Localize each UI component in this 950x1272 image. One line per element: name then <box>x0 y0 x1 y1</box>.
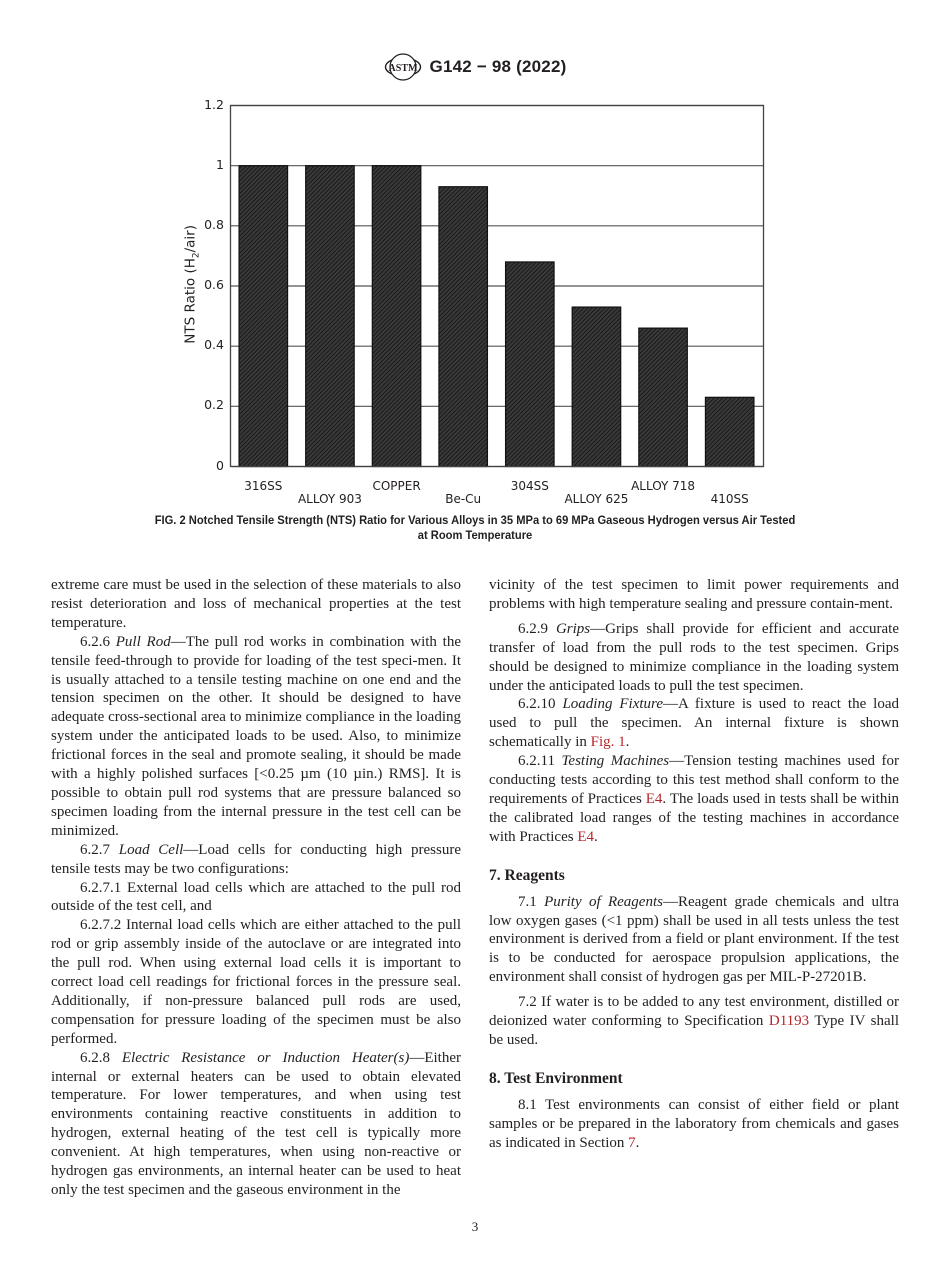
y-axis-title: NTS Ratio $(H_2/air)$ <box>182 225 202 344</box>
x-category-label: ALLOY 625 <box>564 492 629 506</box>
bar <box>372 166 421 467</box>
y-tick-label: 0.6 <box>204 277 224 292</box>
section-6-2-9: 6.2.9 Grips—Grips shall provide for efficient and accurate transfer of load from the pull rods to the test specimen. Grips should be designed to minimize compliance in the loading system under the anticipated loads to pull the test specimen. <box>489 620 900 694</box>
fig-1-link[interactable]: Fig. 1 <box>590 734 626 751</box>
y-tick-label: 0 <box>216 457 224 473</box>
e4-link[interactable]: E4 <box>577 828 594 845</box>
caption-line-1: FIG. 2 Notched Tensile Strength (NTS) Ratio for Various Alloys in 35 MPa to 69 MPa Gaseous Hydrogen versus Air Tested <box>154 513 796 527</box>
left-column <box>51 576 461 1200</box>
bar <box>239 166 288 467</box>
bar-chart <box>0 0 950 560</box>
section-7-2: 7.2 If water is to be added to any test environment, distilled or deionized water conforming to Specification D1193 Type IV shall be used. <box>489 994 899 1048</box>
bar <box>506 262 555 467</box>
document-id: G142 − 98 (2022) <box>429 57 567 76</box>
svg-text:ASTM: ASTM <box>388 63 417 74</box>
bar <box>705 397 754 466</box>
x-category-label: 316SS <box>244 479 283 493</box>
y-tick-label: 1 <box>216 156 224 172</box>
section-7-1: 7.1 Purity of Reagents—Reagent grade chemicals and ultra low oxygen gases (<1 ppm) shall be used in all tests unless the test environment is derived from a field or plant environment. If the test is to be conducted for aerospace propulsion applications, the environment shall consist of hydrogen gas per MIL-P-27201B. <box>489 893 899 986</box>
section-6-2-11: 6.2.11 Testing Machines—Tension testing machines used for conducting tests according to this test method shall conform to the requirements of Practices E4. The loads used in tests shall be within the calibrated load ranges of the testing machines in accordance with Practices E4. <box>489 753 899 845</box>
section-6-2-7-2: 6.2.7.2 Internal load cells which are either attached to the pull rod or grip assembly inside of the autoclave or are integrated into the pull rod. When using external load cells it is important to correct load cell readings for frictional forces in the pressure seal. Additionally, if non-pressure balanced pull rods are used, compensation for pressure loading of the specimen must be also performed. <box>51 917 461 1047</box>
bar <box>639 328 688 466</box>
section-6-2-7-1: 6.2.7.1 External load cells which are attached to the pull rod outside of the test cell, and <box>51 879 461 915</box>
bar <box>439 187 488 467</box>
section-heading-8: 8. Test Environment <box>489 1069 623 1087</box>
bar <box>306 166 355 467</box>
y-tick-label: 0.2 <box>204 397 224 413</box>
x-category-label: Be-Cu <box>445 492 482 506</box>
y-tick-label: 0.4 <box>204 337 224 353</box>
y-tick-label: 0.8 <box>204 216 224 232</box>
caption-line-2: at Room Temperature <box>417 528 533 542</box>
paragraph: vicinity of the test specimen to limit power requirements and problems with high temperature sealing and pressure contain-ment. <box>489 577 899 612</box>
e4-link[interactable]: E4 <box>645 790 663 807</box>
page-number: 3 <box>471 1219 479 1234</box>
d1193-link[interactable]: D1193 <box>768 1013 810 1030</box>
x-category-label: 410SS <box>710 492 749 506</box>
paragraph: extreme care must be used in the selection of these materials to also resist deterioration and loss of mechanical properties at the test temperature. <box>51 577 461 631</box>
x-category-label: COPPER <box>372 479 421 493</box>
x-category-label: ALLOY 903 <box>297 492 362 506</box>
section-heading-7: 7. Reagents <box>489 866 565 884</box>
right-column <box>489 576 899 1152</box>
y-tick-label: 1.2 <box>204 96 224 112</box>
x-category-label: 304SS <box>510 479 549 493</box>
x-category-label: ALLOY 718 <box>631 479 696 493</box>
section-7-link[interactable]: 7 <box>628 1134 636 1151</box>
section-6-2-6: 6.2.6 Pull Rod—The pull rod works in combination with the tensile feed-through to provide for loading of the test speci-men. It is usually attached to a tensile testing machine on one end and the tension specimen on the other. It should be designed to have adequate cross-sectional area to minimize compliance in the loading system under the anticipated loads to be used. Also, to minimize frictional forces in the seal and promote sealing, it should be made with a highly polished surfaces [<0.25 µm (10 µin.) RMS]. It is possible to obtain pull rod systems that are pressure balanced so specimen loading from the internal pressure in the test cell can be minimized. <box>51 633 461 839</box>
section-6-2-7: 6.2.7 Load Cell—Load cells for conducting high pressure tensile tests may be two configurations: <box>51 841 461 877</box>
section-6-2-10: 6.2.10 Loading Fixture—A fixture is used to react the load used to pull the specimen. An internal fixture is shown schematically in Fig. 1. <box>489 696 899 751</box>
chart-plot-area <box>0 0 950 560</box>
section-6-2-8: 6.2.8 Electric Resistance or Induction Heater(s)—Either internal or external heaters can be used to obtain elevated temperature. For lower temperatures, and when using test environments containing reactive constituents in addition to hydrogen, external heating of the test cell is typically more convenient. At high temperatures, when using non-reactive or hydrogen gas environments, an internal heater can be used to heat only the test specimen and the gaseous environment in the <box>51 1049 461 1198</box>
section-8-1: 8.1 Test environments can consist of either field or plant samples or be prepared in the laboratory from chemicals and gases as indicated in Section 7. <box>489 1096 899 1151</box>
bar <box>572 307 621 466</box>
figure-caption <box>108 513 843 543</box>
